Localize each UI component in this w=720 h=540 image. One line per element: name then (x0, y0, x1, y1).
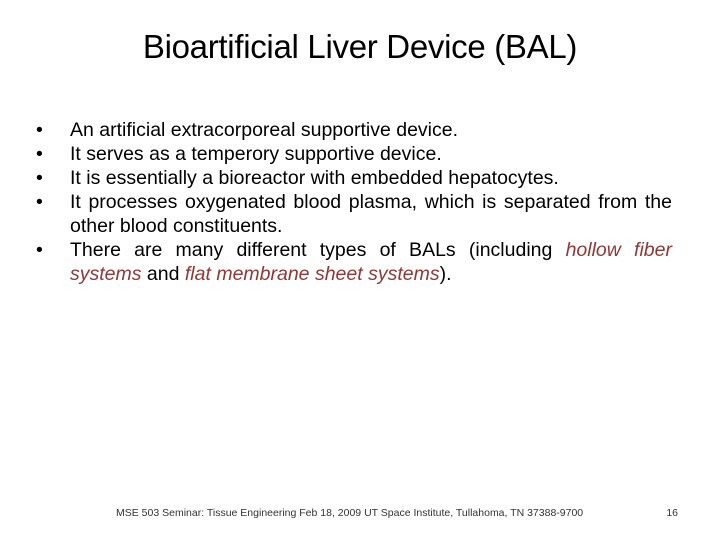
slide-title: Bioartificial Liver Device (BAL) (142, 28, 578, 65)
bullet-item (36, 190, 672, 238)
bullet-list (36, 118, 672, 286)
bullet-text: It serves as a temperory supportive device. (70, 143, 442, 165)
bullet-text: An artificial extracorporeal supportive device. (70, 119, 459, 141)
bullet-text: ). (439, 263, 452, 285)
bullet-item (36, 142, 672, 166)
page-number: 16 (666, 507, 678, 519)
bullet-text: and (141, 263, 185, 285)
emphasis-term: hollow fiber systems (70, 239, 672, 285)
emphasis-term: flat membrane sheet systems (184, 263, 440, 285)
bullet-dot-icon: • (36, 119, 43, 141)
bullet-dot-icon: • (36, 167, 43, 189)
footer-text: MSE 503 Seminar: Tissue Engineering Feb 18, 2009 UT Space Institute, Tullahoma, TN 37388-9700 (116, 507, 584, 519)
bullet-item (36, 166, 672, 190)
bullet-item (36, 238, 672, 286)
bullet-item (36, 118, 672, 142)
bullet-dot-icon: • (36, 143, 43, 165)
bullet-dot-icon: • (36, 239, 43, 261)
bullet-dot-icon: • (36, 191, 43, 213)
bullet-text: It processes oxygenated blood plasma, which is separated from the other blood constituents. (70, 191, 672, 237)
bullet-text: There are many different types of BALs (including (70, 239, 566, 261)
bullet-text: It is essentially a bioreactor with embedded hepatocytes. (70, 167, 559, 189)
